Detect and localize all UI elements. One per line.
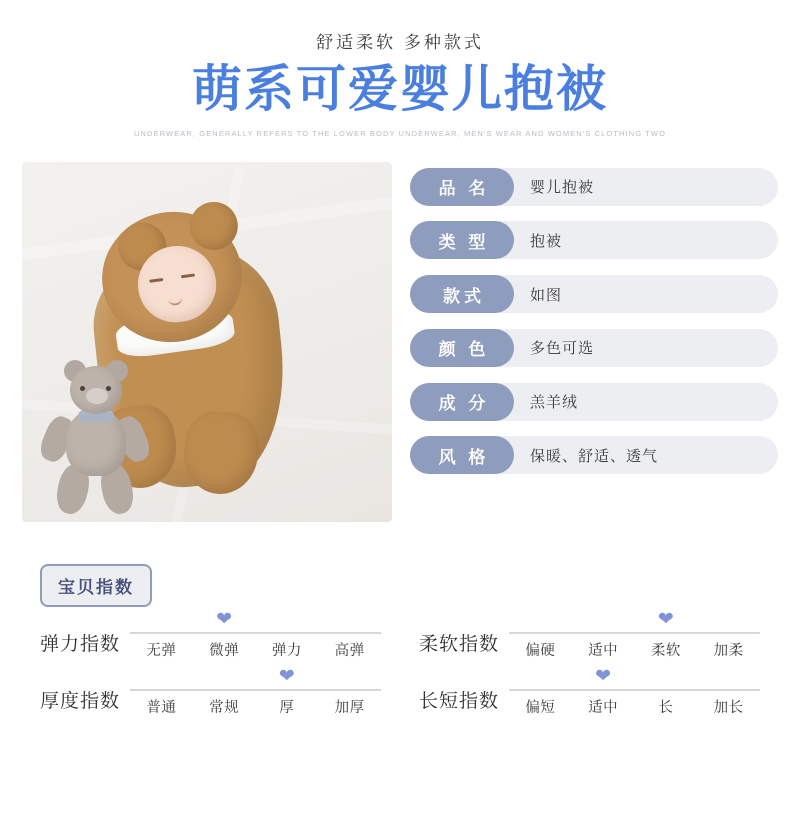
scale-line xyxy=(130,632,381,634)
index-scale xyxy=(130,665,381,717)
heart-icon: ❤ xyxy=(216,608,233,630)
heart-icon: ❤ xyxy=(595,665,612,687)
spec-label: 品 名 xyxy=(410,168,514,206)
baby-eye xyxy=(149,277,163,282)
scale-tick: 无弹 xyxy=(146,642,177,659)
spec-value: 羔羊绒 xyxy=(530,394,579,412)
index-item-softness xyxy=(419,608,760,660)
baby-mouth xyxy=(168,297,183,306)
index-item-thickness xyxy=(40,665,381,717)
index-scale xyxy=(130,608,381,660)
teddy-eye xyxy=(80,386,85,391)
scale-line xyxy=(130,689,381,691)
index-title: 弹力指数 xyxy=(40,633,121,655)
spec-label: 风 格 xyxy=(410,436,514,474)
spec-row xyxy=(410,329,778,367)
spec-value: 如图 xyxy=(530,286,563,304)
product-photo xyxy=(22,162,392,522)
index-title: 长短指数 xyxy=(419,690,500,712)
header-english-caption: UNDERWEAR, GENERALLY REFERS TO THE LOWER BODY UNDERWEAR, MEN'S WEAR AND WOMEN'S CLOTHING TWO xyxy=(133,128,667,138)
baby-index-section xyxy=(0,564,800,717)
page-header xyxy=(0,0,800,138)
bear-ear-icon xyxy=(186,198,242,254)
scale-tick: 弹力 xyxy=(271,642,302,659)
spec-value: 多色可选 xyxy=(530,340,595,358)
scale-tick: 常规 xyxy=(209,699,240,716)
header-subtitle: 舒适柔软 多种款式 xyxy=(316,33,484,52)
scale-ticks xyxy=(130,696,381,717)
teddy-bear-toy xyxy=(40,360,160,522)
baby-eye xyxy=(181,273,195,278)
index-scale xyxy=(509,665,760,717)
scale-tick: 长 xyxy=(658,699,674,716)
scale-tick: 厚 xyxy=(279,699,295,716)
product-section xyxy=(0,162,800,522)
baby-index-badge: 宝贝指数 xyxy=(40,564,152,607)
scale-tick: 加柔 xyxy=(713,642,744,659)
heart-icon: ❤ xyxy=(657,608,674,630)
index-title: 厚度指数 xyxy=(40,690,121,712)
scale-tick: 适中 xyxy=(588,642,619,659)
scale-tick: 适中 xyxy=(588,699,619,716)
scale-tick: 加长 xyxy=(713,699,744,716)
spec-row xyxy=(410,275,778,313)
index-title: 柔软指数 xyxy=(419,633,500,655)
scale-line xyxy=(509,689,760,691)
spec-value: 婴儿抱被 xyxy=(530,179,595,196)
index-item-elasticity xyxy=(40,608,381,660)
teddy-eye xyxy=(106,386,111,391)
spec-row xyxy=(410,168,778,206)
spec-label: 颜 色 xyxy=(410,329,514,367)
spec-row xyxy=(410,436,778,474)
teddy-snout xyxy=(86,388,108,404)
scale-tick: 偏硬 xyxy=(525,642,556,659)
spec-value: 抱被 xyxy=(530,232,563,250)
scale-tick: 偏短 xyxy=(525,699,556,716)
spec-value: 保暖、舒适、透气 xyxy=(530,447,659,465)
scale-line xyxy=(509,632,760,634)
scale-tick: 高弹 xyxy=(334,642,365,659)
spec-label: 类 型 xyxy=(410,221,514,259)
spec-label: 款式 xyxy=(410,275,514,313)
spec-label: 成 分 xyxy=(410,383,514,421)
spec-row xyxy=(410,221,778,259)
index-scale xyxy=(509,608,760,660)
spec-list xyxy=(410,162,778,522)
heart-icon: ❤ xyxy=(278,665,295,687)
scale-ticks xyxy=(509,696,760,717)
scale-tick: 加厚 xyxy=(334,699,365,716)
index-item-length xyxy=(419,665,760,717)
spec-row xyxy=(410,383,778,421)
scale-tick: 柔软 xyxy=(650,642,681,659)
scale-ticks xyxy=(509,639,760,660)
page-title: 萌系可爱婴儿抱被 xyxy=(192,61,608,117)
scale-tick: 微弹 xyxy=(209,642,240,659)
scale-tick: 普通 xyxy=(146,699,177,716)
scale-ticks xyxy=(130,639,381,660)
index-grid xyxy=(40,608,760,717)
